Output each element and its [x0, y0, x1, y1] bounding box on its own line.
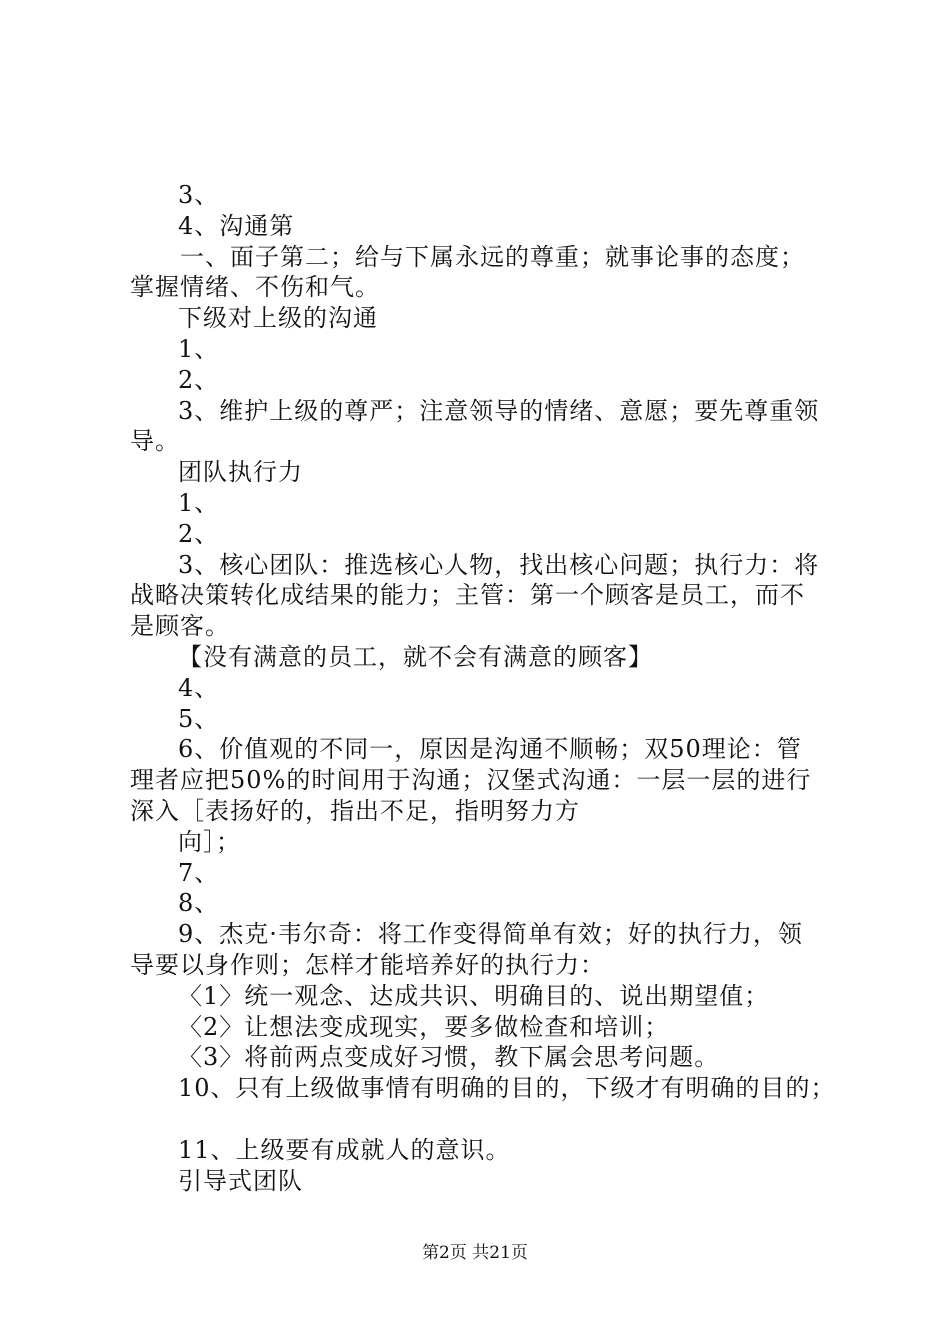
- text-line: 4、沟通第: [178, 211, 295, 240]
- text-line: 3、维护上级的尊严；注意领导的情绪、意愿；要先尊重领: [178, 396, 820, 425]
- blank-line: [130, 1104, 850, 1135]
- text-line: 掌握情绪、不伤和气。: [130, 273, 380, 302]
- text-line: 2、: [178, 519, 220, 548]
- text-line: 是顾客。: [130, 612, 230, 641]
- text-line: 导。: [130, 427, 180, 456]
- text-line: 〈2〉让想法变成现实，要多做检查和培训；: [178, 1012, 670, 1041]
- section-heading: 下级对上级的沟通: [178, 304, 378, 333]
- text-line: 9、杰克·韦尔奇：将工作变得简单有效；好的执行力，领: [178, 920, 803, 949]
- text-line: 7、: [178, 858, 220, 887]
- text-line: 1、: [178, 334, 220, 363]
- text-line: 〈3〉将前两点变成好习惯，教下属会思考问题。: [178, 1043, 720, 1072]
- text-line: 战略决策转化成结果的能力；主管：第一个顾客是员工，而不: [130, 581, 805, 610]
- text-line: 11、上级要有成就人的意识。: [178, 1135, 511, 1164]
- text-line: 1、: [178, 488, 220, 517]
- text-line: 8、: [178, 889, 220, 918]
- text-line: 5、: [178, 704, 220, 733]
- section-heading: 引导式团队: [178, 1166, 303, 1195]
- text-line: 2、: [178, 365, 220, 394]
- text-line: 一、面子第二；给与下属永远的尊重；就事论事的态度；: [180, 242, 805, 271]
- text-line: 〈1〉统一观念、达成共识、明确目的、说出期望值；: [178, 981, 770, 1010]
- text-line: 3、核心团队：推选核心人物，找出核心问题；执行力：将: [178, 550, 820, 579]
- text-line: 4、: [178, 673, 220, 702]
- text-line: 10、只有上级做事情有明确的目的，下级才有明确的目的；: [178, 1074, 836, 1103]
- text-line: 3、: [178, 181, 220, 209]
- text-line: 深入［表扬好的，指出不足，指明努力方: [130, 796, 580, 825]
- text-line: 理者应把50%的时间用于沟通；汉堡式沟通：一层一层的进行: [130, 766, 812, 795]
- document-body: [130, 180, 850, 1196]
- text-line: 6、价值观的不同一，原因是沟通不顺畅；双50理论：管: [178, 735, 802, 764]
- text-line: 【没有满意的员工，就不会有满意的顾客】: [178, 642, 653, 671]
- section-heading: 团队执行力: [178, 458, 303, 487]
- page-number-footer: 第2页 共21页: [422, 1243, 528, 1263]
- text-line: 导要以身作则；怎样才能培养好的执行力：: [130, 950, 605, 979]
- text-line: 向］；: [178, 827, 241, 856]
